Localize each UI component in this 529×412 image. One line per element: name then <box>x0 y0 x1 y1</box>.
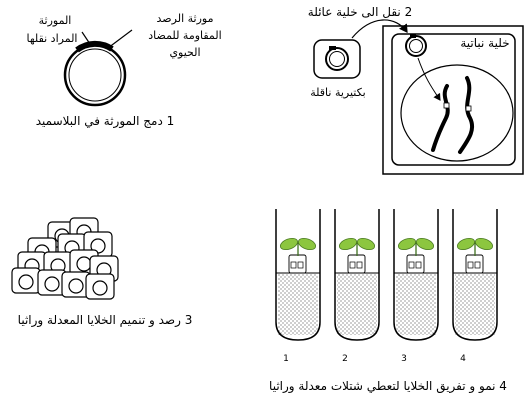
test-tube-4 <box>453 209 497 364</box>
step3-caption: 3 رصد و تنميم الخلايا المعدلة وراثيا <box>17 313 193 327</box>
step2-caption: 2 نقل الى خلية عائلة <box>307 5 413 19</box>
step1-caption: 1 دمج المورثة في البلاسميد <box>35 114 175 128</box>
seedling <box>397 236 435 273</box>
step4-caption: 4 نمو و تفريق الخلايا لتعطي شتلات معدلة وراثيا <box>269 379 507 393</box>
chromosome-1 <box>433 86 448 150</box>
nucleus <box>401 65 513 161</box>
marker-label-2: المقاومة للمضاد <box>148 29 222 42</box>
seedling <box>338 236 376 273</box>
seedling <box>456 236 494 273</box>
marker-pointer-line <box>108 30 132 48</box>
integration-arrow <box>418 58 440 100</box>
test-tube-3 <box>394 209 438 364</box>
test-tube-1 <box>276 209 320 364</box>
tube-number: 4 <box>460 354 466 364</box>
cell-cluster <box>12 218 118 299</box>
transfer-arrow <box>352 20 407 38</box>
marker-label-1: مورثة الرصد <box>156 12 214 25</box>
test-tube-2 <box>335 209 379 364</box>
tube-number: 1 <box>283 354 289 364</box>
gene-label-2: المراد نقلها <box>26 32 78 45</box>
vector-bacterium <box>314 40 360 78</box>
chromosome-2 <box>460 78 472 152</box>
tube-number: 3 <box>401 354 407 364</box>
bacterium-label: بكتيرية ناقلة <box>310 86 366 99</box>
gene-label-1: المورثة <box>38 14 72 27</box>
seedling <box>279 236 317 273</box>
tube-number: 2 <box>342 354 348 364</box>
marker-label-3: الحيوي <box>169 46 201 59</box>
plant-cell-label: خلية نباتية <box>460 36 510 50</box>
test-tubes <box>276 209 497 364</box>
